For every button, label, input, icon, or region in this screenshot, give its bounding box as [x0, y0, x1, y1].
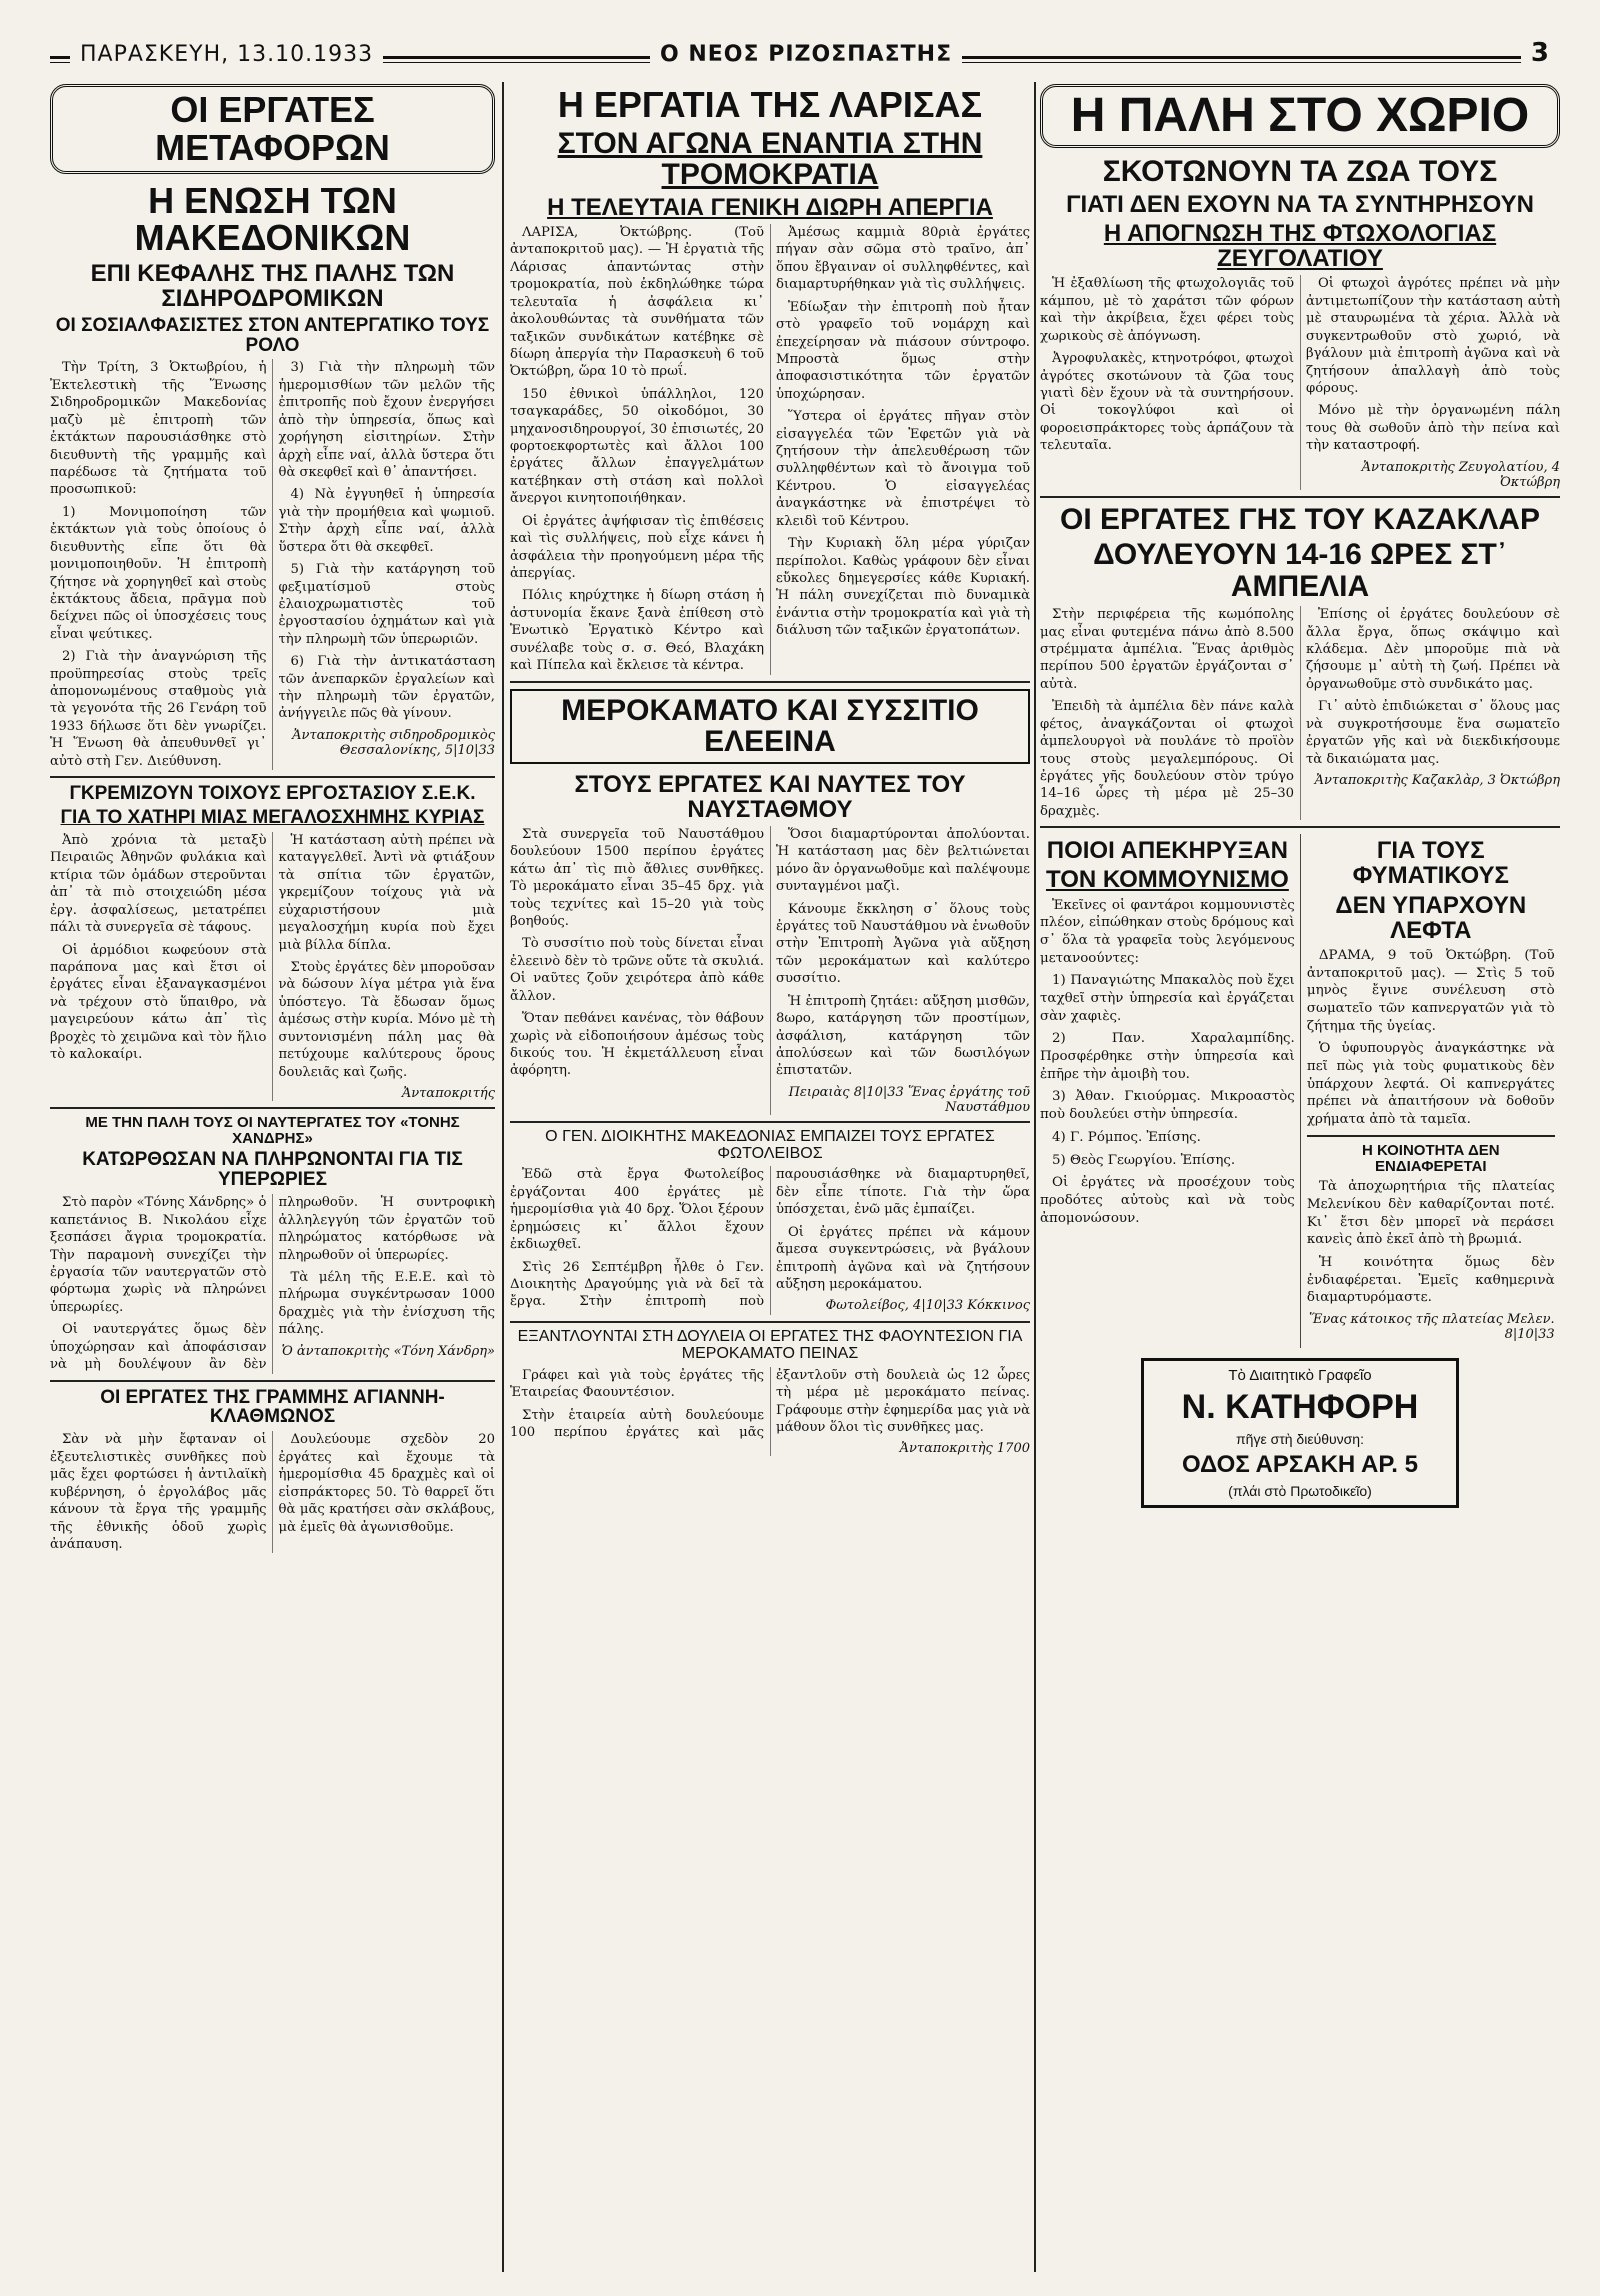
article-governor-body [510, 1166, 1030, 1315]
paragraph: Ἐδῶ στὰ ἔργα Φωτολείβος ἐργάζονται 400 ἐργάτες μὲ ἡμερομίσθια γιὰ 40 δρχ. Ὅλοι ξέρουν ἐρημώσεις κι᾿ ἄλλοι ἔχουν ἐκδιωχθεῖ. [510, 1167, 764, 1253]
paragraph: Στὴν ἑταιρεία αὐτὴ δουλεύουμε 100 περίπου ἐργάτες καὶ μᾶς ἐξαντλοῦν στὴ δουλειὰ ὡς 12 ὧρες τὴ μέρα μὲ μεροκάματο πείνας. Γράφουμε στὴν ἐφημερίδα μας γιὰ νὰ μάθουν ὅλοι τὶς συνθῆκες μας. [510, 1367, 1030, 1440]
column-3 [1040, 82, 1560, 2272]
article-fountesion-body [510, 1367, 1030, 1457]
column-rule-1 [502, 82, 504, 2272]
masthead [50, 36, 1560, 76]
headline-tuberculosis: ΓΙΑ ΤΟΥΣ ΦΥΜΑΤΙΚΟΥΣ [1352, 837, 1509, 890]
paragraph: Ὅσοι διαμαρτύρονται ἀπολύονται. Ἡ κατάσταση μας δὲν βελτιώνεται μόνο ἂν ὀργανωθοῦμε καὶ παλέψουμε συνταγμένοι μαζὶ. [776, 826, 1030, 895]
paragraph: 5) Θεὸς Γεωργίου. Ἐπίσης. [1052, 1152, 1236, 1168]
divider [1307, 1135, 1555, 1137]
byline: Φωτολείβος, 4|10|33 Κόκκινος [825, 1298, 1030, 1314]
paragraph: 2) Παν. Χαραλαμπίδης. Προσφέρθηκε στὴν ὑπηρεσία καὶ ἐπῆρε τὴν ἀμοιβὴ του. [1040, 1031, 1295, 1082]
headline-despair: Η ΑΠΟΓΝΩΣΗ ΤΗΣ ΦΤΩΧΟΛΟΓΙΑΣ ΖΕΥΓΟΛΑΤΙΟΥ [1103, 220, 1497, 273]
paragraph: Οἱ φτωχοὶ ἀγρότες πρέπει νὰ μὴν ἀντιμετωπίζουν τὴν κατάσταση αὐτὴ μὲ σταυρωμένα τὰ χέρια. Ἀλλὰ νὰ συγκεντρωθοῦν στὸ χωριό, νὰ βγάλουν μιὰ ἐπιτροπὴ ἀγῶνα καὶ νὰ ζητήσουν ἀπαλλαγὴ ἀπὸ τοὺς φόρους. [1306, 276, 1560, 396]
ad-line-5: (πλάι στὸ Πρωτοδικεῖο) [1228, 1483, 1372, 1500]
column-2 [510, 82, 1030, 2272]
divider [510, 681, 1030, 683]
article-seamen-body [50, 1194, 495, 1373]
paragraph: Ἡ ἐξαθλίωση τῆς φτωχολογιᾶς τοῦ κάμπου, μὲ τὸ χαράτσι τῶν φόρων καὶ τὴν ἀκρίβεια, ἔχει φέρει τοὺς χωρικοὺς σὲ ἀπόγνωση. [1040, 276, 1294, 344]
section-title-transport: ΟΙ ΕΡΓΑΤΕΣ ΜΕΤΑΦΟΡΩΝ [50, 84, 495, 174]
headline-union: Η ΕΝΩΣΗ ΤΩΝ ΜΑΚΕΔΟΝΙΚΩΝ [134, 179, 411, 259]
paragraph: ΔΡΑΜΑ, 9 τοῦ Ὀκτώβρη. (Τοῦ ἀνταποκριτοῦ μας). — Στὶς 5 τοῦ μηνὸς ἔγινε συνέλευση στὸ σωματεῖο τῶν καπνεργατῶν γιὰ τὸ ζήτημα τῆς ὑγείας. [1306, 947, 1555, 1034]
paragraph: Γι᾿ αὐτὸ ἐπιδιώκεται σ᾿ ὅλους μας νὰ συγκροτήσουμε ἕνα σωματεῖο ἐργατῶν γῆς καὶ νὰ διεκδικήσουμε τὰ δικαιώματα μας. [1306, 699, 1560, 767]
paragraph: 4) Νὰ ἐγγυηθεῖ ἡ ὑπηρεσία γιὰ τὴν προμήθεια καὶ ψωμιοῦ. Στὴν ἀρχὴ εἶπε ναί, ἀλλὰ ὕστερα ὅτι θὰ σκεφθεῖ. [278, 487, 495, 555]
paragraph: Σὰν νὰ μὴν ἔφταναν οἱ ἐξευτελιστικὲς συνθῆκες ποὺ μᾶς ἔχει φορτώσει ἡ ἀντιλαϊκὴ κυβέρνηση, ὁ ἐργολάβος μᾶς κάνουν τὰ ἔργα τῆς γραμμῆς τῆς ἐθνικῆς ὁδοῦ χωρὶς ἀνάπαυση. [50, 1432, 267, 1552]
paragraph: Στὰ συνεργεῖα τοῦ Ναυστάθμου δουλεύουν 1500 περίπου ἐργάτες κάτω ἀπ᾿ τὶς πιὸ ἄθλιες συνθῆκες. Τὸ μεροκάματο εἶναι 35–45 δρχ. γιὰ τοὺς τεχνίτες καὶ 15–20 γιὰ τοὺς βοηθούς. [510, 826, 764, 930]
article-line-body [50, 1431, 495, 1553]
headline-larisa: Η ΕΡΓΑΤΙΑ ΤΗΣ ΛΑΡΙΣΑΣ [557, 84, 983, 125]
headline-vineyards: ΔΟΥΛΕΥΟΥΝ 14-16 ΩΡΕΣ ΣΤ᾿ ΑΜΠΕΛΙΑ [1093, 538, 1507, 603]
paragraph: Ἐπίσης οἱ ἐργάτες δουλεύουν σὲ ἄλλα ἔργα, ὅπως σκάψιμο καὶ κλάδεμα. Δὲν μποροῦμε πιὰ νὰ ζήσουμε μ᾿ αὐτὴ τὴ ζωή. Πρέπει νὰ ὀργανωθοῦμε στὸ συνδικάτο μας. [1306, 607, 1560, 692]
byline: Πειραιὰς 8|10|33 Ἕνας ἐργάτης τοῦ Ναυστάθμου [788, 1084, 1030, 1115]
paragraph: 4) Γ. Ρόμπος. Ἐπίσης. [1052, 1129, 1201, 1145]
article-railway-body [50, 359, 495, 770]
paragraph: Ὅταν πεθάνει κανένας, τὸν θάβουν χωρὶς νὰ εἰδοποιήσουν ἀμέσως τοὺς δικούς του. Ἡ ἐκμετάλλευση εἶναι ἀφόρητη. [510, 1011, 764, 1079]
article-navy-body [510, 826, 1030, 1115]
newspaper-name: Ο ΝΕΟΣ ΡΙΖΟΣΠΑΣΤΗΣ [650, 42, 962, 67]
section-title-village: Η ΠΑΛΗ ΣΤΟ ΧΩΡΙΟ [1040, 84, 1560, 148]
headline-no-money: ΔΕΝ ΥΠΑΡΧΟΥΝ ΛΕΦΤΑ [1335, 891, 1527, 944]
byline: Ἀνταποκριτὴς σιδηροδρομικὸς Θεσσαλονίκης, 5|10|33 [292, 727, 495, 758]
ad-line-3: πῆγε στὴ διεύθυνση: [1236, 1431, 1364, 1448]
paragraph: Ἀμέσως καμμιὰ 80ριὰ ἐργάτες πήγαν σὰν σῶμα στὸ τραῖνο, ἀπ᾿ ὅπου ἔβγαιναν οἱ συλληφθέντες, καὶ διαμαρτυρήθηκαν γιὰ τὶς συλλήψεις. [776, 224, 1030, 293]
paragraph: Στὸ παρὸν «Τόνης Χάνδρης» ὁ καπετάνιος Β. Νικολάου εἶχε ξεσπάσει ἄγρια τρομοκρατία. Τὴν παραμονὴ συνεχίζει τὴν ἐργασία τῶν ναυτεργατῶν στὸ φόρτωμα χωρὶς νὰ πληρώνει ὑπερωρίες. [50, 1195, 267, 1315]
headline-kazaklar: ΟΙ ΕΡΓΑΤΕΣ ΓΗΣ ΤΟΥ ΚΑΖΑΚΛΑΡ [1060, 502, 1540, 536]
article-larisa-body [510, 224, 1030, 675]
paragraph: Ἡ κοινότητα ὅμως δὲν ἐνδιαφέρεται. Ἐμεῖς καθημερινὰ διαμαρτυρόμαστε. [1306, 1255, 1555, 1306]
divider [1040, 496, 1560, 498]
headline-community: Η ΚΟΙΝΟΤΗΤΑ ΔΕΝ ΕΝΔΙΑΦΕΡΕΤΑΙ [1361, 1141, 1500, 1175]
headline-line-workers: ΟΙ ΕΡΓΑΤΕΣ ΤΗΣ ΓΡΑΜΜΗΣ ΑΓΙΑΝΝΗ-ΚΛΑΘΜΩΝΟΣ [100, 1386, 445, 1428]
paragraph: Στοὺς ἐργάτες δὲν μποροῦσαν νὰ δώσουν λίγα μέτρα γιὰ ἕνα ὑπόστεγο. Τὰ ἔδωσαν ὅμως ἀμέσως στὴν κυρία. Μόνο μὲ τὴ συντονισμένη πάλη μας θὰ πετύχουμε καλύτερους ὅρους δουλειᾶς καὶ ζωῆς. [278, 959, 495, 1080]
paragraph: Ἐπειδὴ τὰ ἀμπέλια δὲν πάνε καλὰ φέτος, ἀναγκάζονται οἱ φτωχοὶ ἀμπελουργοὶ νὰ πουλάνε τὸ προϊὸν τους στοὺς μεγαλεμπόρους. Οἱ ἐργάτες γῆς δουλεύουν στὸν τρύγο 14–16 ὧρες τὴ μέρα μὲ 25–30 δραχμὲς. [1040, 699, 1294, 819]
page-number: 3 [1521, 38, 1560, 68]
headline-walls: ΓΚΡΕΜΙΖΟΥΝ ΤΟΙΧΟΥΣ ΕΡΓΟΣΤΑΣΙΟΥ Σ.Ε.Κ. [69, 783, 476, 805]
paragraph: Ἡ ἐπιτροπὴ ζητάει: αὔξηση μισθῶν, 8ωρο, κατάργηση τῶν προστίμων, ἀσφάλιση, κατάργηση τῶν ἀπολύσεων καὶ τῶν δωσιλόγων ἐπιστατῶν. [776, 993, 1030, 1079]
paragraph: Οἱ ἐργάτες ἀψήφισαν τὶς ἐπιθέσεις καὶ τὶς συλλήψεις, ποὺ εἶχε κάνει ἡ ἀσφάλεια τὴν προηγούμενη μέρα τῆς ἀπεργίας. [510, 513, 764, 581]
paragraph: Οἱ ἀρμόδιοι κωφεύουν στὰ παράπονα μας καὶ ἔτσι οἱ ἐργάτες εἶναι ἐξαναγκασμένοι νὰ τρέχουν στὸ ὕπαιθρο, νὰ μαγειρεύουν κάτω ἀπ᾿ τὶς βροχὲς τὸ χειμῶνα καὶ τὸν ἥλιο τὸ καλοκαίρι. [50, 942, 267, 1063]
paragraph: Οἱ ἐργάτες νὰ προσέχουν τοὺς προδότες αὐτοὺς καὶ νὰ τοὺς ἀπομονώσουν. [1040, 1175, 1295, 1226]
headline-terror: ΣΤΟΝ ΑΓΩΝΑ ΕΝΑΝΤΙΑ ΣΤΗΝ ΤΡΟΜΟΚΡΑΤΙΑ [557, 126, 983, 192]
paragraph: Ὁ ὑφυπουργὸς ἀναγκάστηκε νὰ πεῖ πὼς γιὰ τοὺς φυματικοὺς δὲν ὑπάρχουν λεφτά. Οἱ καπνεργάτες πρέπει νὰ ἀπαιτήσουν νὰ δοθοῦν χρήματα ἀπὸ τὰ ταμεῖα. [1306, 1041, 1555, 1128]
paragraph: Τὰ μέλη τῆς Ε.Ε.Ε. καὶ τὸ πλήρωμα συγκέντρωσαν 1000 δραχμὲς γιὰ τὴν ἐνίσχυση τῆς πάλης. [278, 1269, 495, 1338]
divider [510, 1121, 1030, 1123]
paragraph: Ἀγροφυλακὲς, κτηνοτρόφοι, φτωχοὶ ἀγρότες σκοτώνουν τὰ ζῶα τους γιατὶ δὲν ἔχουν νὰ τὰ συντηρήσουν. Οἱ τοκογλύφοι καὶ οἱ φοροεισπράκτορες τοὺς ἁρπάζουν τὰ τελευταῖα. [1040, 351, 1294, 454]
subheadline-socialfascists: ΟΙ ΣΟΣΙΑΛΦΑΣΙΣΤΕΣ ΣΤΟΝ ΑΝΤΕΡΓΑΤΙΚΟ ΤΟΥΣ ΡΟΛΟ [55, 314, 490, 356]
paragraph: 1) Παναγιώτης Μπακαλὸς ποὺ ἔχει ταχθεῖ στὴν ὑπηρεσία καὶ ἐργάζεται σὰν χαφιὲς. [1040, 973, 1295, 1024]
byline: Ἀνταποκριτής [401, 1085, 495, 1101]
paragraph: Οἱ ναυτεργάτες ὅμως δὲν ὑποχώρησαν καὶ ἀποφάσισαν νὰ μὴ δουλέψουν ἂν δὲν πληρωθοῦν. Ἡ συντροφικὴ ἀλληλεγγύη τῶν ἐργατῶν τοῦ πληρώματος κατόρθωσε νὰ πληρωθοῦν οἱ ὑπερωρίες. [50, 1195, 495, 1373]
headline-communism: ΤΟΝ ΚΟΜΜΟΥΝΙΣΜΟ [1045, 866, 1289, 894]
paragraph: 2) Γιὰ τὴν ἀναγνώριση τῆς προϋπηρεσίας στοὺς τρεῖς ἀπομονωμένους σταθμοὺς γιὰ τὰ γεγονότα τῆς 26 Γενάρη τοῦ 1933 δήλωσε ὅτι δὲν γνωρίζει. Ἡ Ἕνωση θὰ ἀπευθυνθεῖ γι᾿ αὐτὸ στὴ Γεν. Διεύθυνση. [50, 649, 267, 769]
headline-navy: ΣΤΟΥΣ ΕΡΓΑΤΕΣ ΚΑΙ ΝΑΥΤΕΣ ΤΟΥ ΝΑΥΣΤΑΘΜΟΥ [574, 770, 966, 823]
paragraph: Τὰ ἀποχωρητήρια τῆς πλατείας Μελενίκου δὲν καθαρίζονται ποτέ. Κι᾿ ἔτσι δὲν μπορεῖ νὰ περάσει κανεὶς ἀπὸ ἐκεῖ ἀπὸ τὴ βρωμιά. [1306, 1179, 1555, 1248]
paragraph: 6) Γιὰ τὴν ἀντικατάσταση τῶν ἀνεπαρκῶν ἐργαλείων καὶ τὴν πληρωμὴ τῶν ἐργατῶν, ἀνήγγειλε πῶς θὰ γίνουν. [278, 654, 495, 722]
paragraph: Οἱ ἐργάτες πρέπει νὰ κάμουν ἄμεσα συγκεντρώσεις, νὰ βγάλουν ἐπιτροπὴ ἀγῶνα καὶ νὰ ζητήσουν αὔξηση μεροκάματου. [776, 1224, 1030, 1292]
headline-seamen: ΜΕ ΤΗΝ ΠΑΛΗ ΤΟΥΣ ΟΙ ΝΑΥΤΕΡΓΑΤΕΣ ΤΟΥ «ΤΟΝΗΣ ΧΑΝΔΡΗΣ» [85, 1113, 460, 1147]
paragraph: Ὕστερα οἱ ἐργάτες πῆγαν στὸν εἰσαγγελέα τῶν Ἐφετῶν γιὰ νὰ ζητήσουν τὴν ἀπελευθέρωση τῶν συλληφθέντων καὶ τὸ ἄνοιγμα τοῦ Κέντρου. Ὁ εἰσαγγελέας ἀναγκάστηκε νὰ ἐπιστρέψει τὸ κλειδὶ τοῦ Κέντρου. [776, 409, 1030, 529]
paragraph: Ἡ κατάσταση αὐτὴ πρέπει νὰ καταγγελθεῖ. Ἀντὶ νὰ φτιάξουν τὰ σπίτια τῶν ἐργατῶν, γκρεμίζουν τοίχους γιὰ νὰ εὐχαριστήσουν μιὰ μεγαλοσχήμη κυρία ποὺ ἔχει μιὰ βίλλα δίπλα. [278, 833, 495, 953]
paragraph: 3) Ἀθαν. Γκιούρμας. Μικροαστὸς ποὺ δουλεύει στὴν ὑπηρεσία. [1040, 1089, 1295, 1123]
headline-strike: Η ΤΕΛΕΥΤΑΙΑ ΓΕΝΙΚΗ ΔΙΩΡΗ ΑΠΕΡΓΙΑ [547, 193, 993, 221]
article-renounced [1040, 834, 1295, 1232]
divider [50, 1107, 495, 1109]
headline-overtime: ΚΑΤΩΡΘΩΣΑΝ ΝΑ ΠΛΗΡΩΝΟΝΤΑΙ ΓΙΑ ΤΙΣ ΥΠΕΡΩΡΙΕΣ [82, 1149, 463, 1191]
byline: Ὁ ἀνταποκριτὴς «Τόνη Χάνδρη» [281, 1343, 495, 1359]
paragraph: ΛΑΡΙΣΑ, Ὀκτώβρης. (Τοῦ ἀνταποκριτοῦ μας). — Ἡ ἐργατιὰ τῆς Λάρισας ἀπαντώντας στὴν τρομοκρατία, ποὺ ἐκδηλώθηκε τώρα τελευταῖα ἡ ἀσφάλεια κι᾿ ἀκολουθώντας τὰ συνθήματα τῶν ταξικῶν συνδικάτων κατέβηκε σὲ δίωρη ἀπεργία τὴν Παρασκευὴ 6 τοῦ Ὀκτώβρη, ὥρα 10 τὸ πρωΐ. [510, 224, 764, 380]
byline: Ἀνταποκριτὴς 1700 [899, 1441, 1030, 1457]
divider [510, 1321, 1030, 1323]
ad-line-1: Τὸ Διαιτητικὸ Γραφεῖο [1228, 1367, 1372, 1385]
ad-name: Ν. ΚΑΤΗΦΟΡΗ [1181, 1388, 1419, 1427]
article-tuberculosis [1300, 834, 1555, 1348]
ad-address: ΟΔΟΣ ΑΡΣΑΚΗ ΑΡ. 5 [1182, 1451, 1418, 1479]
headline-governor: Ο ΓΕΝ. ΔΙΟΙΚΗΤΗΣ ΜΑΚΕΔΟΝΙΑΣ ΕΜΠΑΙΖΕΙ ΤΟΥΣ ΕΡΓΑΤΕΣ ΦΩΤΟΛΕΙΒΟΣ [545, 1127, 995, 1162]
paragraph: Στὴν περιφέρεια τῆς κωμόπολης μας εἶναι φυτεμένα πάνω ἀπὸ 8.500 στρέμματα ἀμπέλια. Ἕνας ἀριθμὸς περίπου 500 ἐργατῶν ἐργάζονται σ᾿ αὐτὰ. [1040, 607, 1294, 692]
column-rule-2 [1034, 82, 1036, 2272]
paragraph: Γράφει καὶ γιὰ τοὺς ἐργάτες τῆς Ἑταιρείας Φαουντέσιον. [510, 1367, 764, 1401]
paragraph: Πόλις κηρύχτηκε ἡ δίωρη στάση ἡ ἀστυνομία ἔκανε ξανὰ ἐπίθεση στὸ Ἑνωτικὸ Ἐργατικὸ Κέντρο καὶ συνέλαβε τοὺς σ. σ. Θεό, Βλαχάκη καὶ Πίπελα καὶ ἔκλεισε τὰ κέντρα. [510, 588, 764, 674]
paragraph: Κάνουμε ἔκκληση σ᾿ ὅλους τοὺς ἐργάτες τοῦ Ναυστάθμου νὰ ἑνωθοῦν στὴν Ἐπιτροπὴ Ἀγῶνα γιὰ αὔξηση τῶν μεροκάματων καὶ καλύτερο συσσίτιο. [776, 901, 1030, 987]
paragraph: Τὴν Κυριακὴ ὅλη μέρα γύριζαν περίπολοι. Καθὼς γράφουν δὲν εἶναι εὔκολες δημεγερσίες κάθε Κυριακή. Ἡ πάλη συνεχίζεται πιὸ δυναμικὰ ἐνάντια στὴν τρομοκρατία καὶ γιὰ τὴ διάλυση τῶν ταξικῶν ἐργατοπάτων. [776, 536, 1030, 639]
headline-renounced: ΠΟΙΟΙ ΑΠΕΚΗΡΥΞΑΝ [1046, 837, 1289, 865]
paragraph: Δουλεύουμε σχεδὸν 20 ἐργάτες καὶ ἔχουμε τὰ ἡμερομίσθια 45 δραχμὲς καὶ οἱ εἰσπράκτορες 50. Τὸ θαρρεῖ ὅτι θὰ μᾶς κρατήσει σὰν σκλάβους, μὰ ἐμεῖς θὰ ἀγωνισθοῦμε. [278, 1432, 495, 1535]
headline-fountesion: ΕΞΑΝΤΛΟΥΝΤΑΙ ΣΤΗ ΔΟΥΛΕΙΑ ΟΙ ΕΡΓΑΤΕΣ ΤΗΣ ΦΑΟΥΝΤΕΣΙΟΝ ΓΙΑ ΜΕΡΟΚΑΜΑΤΟ ΠΕΙΝΑΣ [517, 1328, 1023, 1362]
paragraph: Ἐδίωξαν τὴν ἐπιτροπὴ ποὺ ἦταν στὸ γραφεῖο τοῦ νομάρχη καὶ ἐπεχείρησαν νὰ πιάσουν σύντροφο. Μπροστὰ ὅμως στὴν ἀποφασιστικότητα τῶν ἐργατῶν ὑποχώρησαν. [776, 299, 1030, 402]
paragraph: 3) Γιὰ τὴν πληρωμὴ τῶν ἡμερομισθίων τῶν μελῶν τῆς ἐπιτροπῆς ποὺ ἔχουν ἐνεργήσει ἀπὸ τὴν ὑπηρεσία, ὅπως καὶ χορήγηση εἰσιτηρίων. Στὴν ἀρχὴ εἶπε ναί, ἀλλὰ ὕστερα ὅτι θὰ σκεφθεῖ καὶ θ᾿ ἀπαντήσει. [278, 360, 495, 480]
issue-date: ΠΑΡΑΣΚΕΥΗ, 13.10.1933 [70, 42, 383, 67]
headline-railway: ΕΠΙ ΚΕΦΑΛΗΣ ΤΗΣ ΠΑΛΗΣ ΤΩΝ ΣΙΔΗΡΟΔΡΟΜΙΚΩΝ [90, 260, 455, 313]
byline: Ἕνας κάτοικος τῆς πλατείας Μελεν. 8|10|33 [1309, 1312, 1555, 1343]
paragraph: Ἐκεῖνες οἱ φαντάροι κομμουνιστὲς πλέον, εἰπώθηκαν στοὺς δρόμους καὶ σ᾿ ὅλα τὰ γραφεῖα τοὺς λεγόμενους μετανοούντες: [1040, 897, 1295, 966]
paragraph: Στὶς 26 Σεπτέμβρη ἦλθε ὁ Γεν. Διοικητὴς Δραγούμης γιὰ νὰ δεῖ τὰ ἔργα. Στὴν ἐπιτροπὴ ποὺ παρουσιάσθηκε νὰ διαμαρτυρηθεῖ, δὲν εἶπε τίποτε. Γιὰ τὴν ὥρα ὑπόσχεται, ἐνῶ μᾶς ἐμπαίζει. [510, 1167, 1030, 1310]
paragraph: Τὴν Τρίτη, 3 Ὀκτωβρίου, ἡ Ἐκτελεστικὴ τῆς Ἕνωσης Σιδηροδρομικῶν Μακεδονίας μαζὺ μὲ ἐπιτροπὴ τῶν ἐκτάκτων παρουσιάσθηκε στὸ διευθυντὴ τῆς γραμμῆς καὶ παρέδωσε τὰ ζητήματα τοῦ προσωπικοῦ: [50, 360, 267, 498]
headline-wages: ΜΕΡΟΚΑΜΑΤΟ ΚΑΙ ΣΥΣΣΙΤΙΟ ΕΛΕΕΙΝΑ [510, 689, 1030, 764]
paragraph: Μόνο μὲ τὴν ὀργανωμένη πάλη τους θὰ σωθοῦν ἀπὸ τὴν πείνα καὶ τὴν καταστροφή. [1306, 403, 1560, 454]
headline-sustain: ΓΙΑΤΙ ΔΕΝ ΕΧΟΥΝ ΝΑ ΤΑ ΣΥΝΤΗΡΗΣΟΥΝ [1066, 190, 1534, 218]
article-village-body [1040, 275, 1560, 489]
article-kazaklar-body [1040, 606, 1560, 820]
divider [1040, 826, 1560, 828]
article-walls-body [50, 832, 495, 1101]
paragraph: Ἀπὸ χρόνια τὰ μεταξὺ Πειραιῶς Ἀθηνῶν φυλάκια καὶ κτίρια τῶν ὁμάδων στεροῦνται ἀπ᾿ τὰ πιὸ στοιχειώδη μέσα ἐργ. ἀσφαλίσεως, μετατρέπει πάλι τὰ συνεργεῖα σὲ τάφους. [50, 833, 267, 936]
byline: Ἀνταποκριτὴς Καζακλὰρ, 3 Ὀκτώβρη [1314, 772, 1560, 788]
paragraph: 5) Γιὰ τὴν κατάργηση τοῦ φεξιματίσμοῦ στοὺς ἐλαιοχρωματιστὲς τοῦ ἐργοστασίου ὀχημάτων καὶ γιὰ τὴν πληρωμὴ τῶν ὑπερωριῶν. [278, 562, 495, 647]
column-1 [50, 82, 495, 2272]
headline-lady: ΓΙΑ ΤΟ ΧΑΤΗΡΙ ΜΙΑΣ ΜΕΓΑΛΟΣΧΗΜΗΣ ΚΥΡΙΑΣ [60, 807, 485, 829]
headline-animals: ΣΚΟΤΩΝΟΥΝ ΤΑ ΖΩΑ ΤΟΥΣ [1102, 155, 1498, 189]
paragraph: 1) Μονιμοποίηση τῶν ἐκτάκτων γιὰ τοὺς ὁποίους ὁ διευθυντὴς εἶπε ὅτι θὰ μονιμοποιηθοῦν. Ἡ ἐπιτροπὴ ζήτησε νὰ χορηγηθεῖ καὶ στοὺς ἐκτάκτους ἄδεια, πρᾶγμα ποὺ δείχνει πῶς οἱ ὑποσχέσεις τους εἶναι ψεύτικες. [50, 504, 267, 642]
divider [50, 1380, 495, 1382]
divider [50, 776, 495, 778]
advertisement-box [1141, 1358, 1459, 1508]
byline: Ἀνταποκριτὴς Ζευγολατίου, 4 Ὀκτώβρη [1361, 459, 1560, 490]
paragraph: 150 ἐθνικοὶ ὑπάλληλοι, 120 τσαγκαράδες, 50 οἰκοδόμοι, 30 μηχανοσιδηρουργοί, 30 ἐπισιωτές, 20 φορτοεκφορτωτὲς καὶ ἄλλοι 100 ἐργάτες ἄλλων ἐπαγγελμάτων κατέβηκαν στὴ στάση καὶ πολλοὶ ἄνεργοι κινητοποιήθηκαν. [510, 386, 764, 507]
paragraph: Τὸ συσσίτιο ποὺ τοὺς δίνεται εἶναι ἐλεεινὸ δὲν τὸ τρῶνε οὔτε τὰ σκυλιά. Οἱ ναῦτες ζοῦν χειρότερα ἀπὸ κάθε ἄλλον. [510, 936, 764, 1004]
